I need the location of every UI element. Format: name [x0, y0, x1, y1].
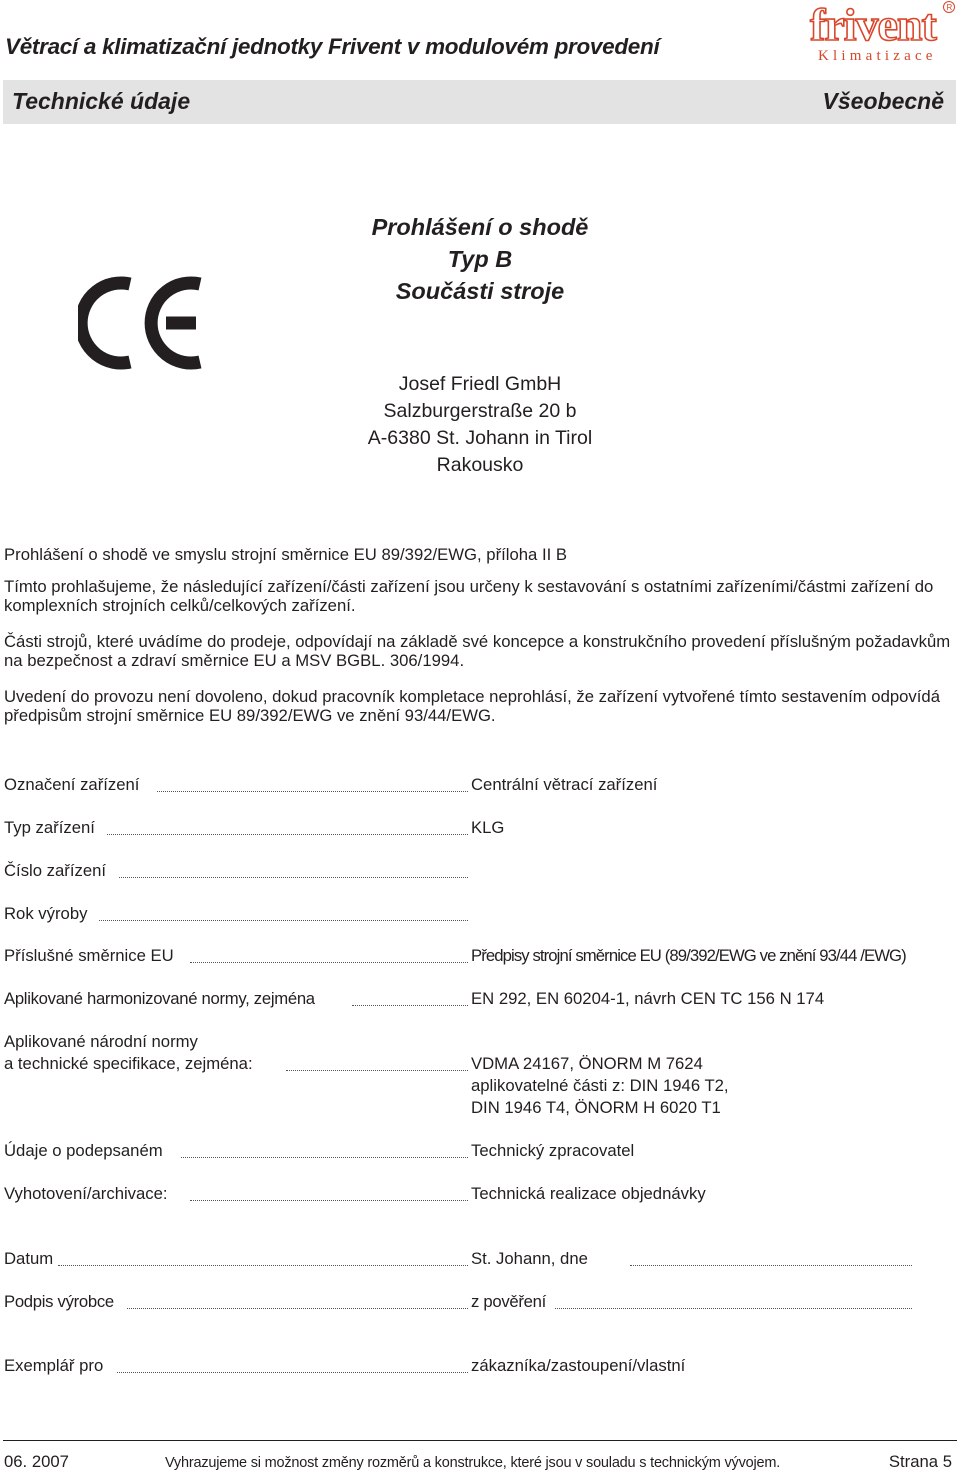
- field-value-manufacturer-signature: z pověření: [471, 1292, 546, 1311]
- paragraph-machine-parts: Části strojů, které uvádíme do prodeje, odpovídají na základě své koncepce a konstrukčního provedení příslušným požadavkům na bezpečnost a zdraví směrnice EU a MSV BGBL. 306/1994.: [4, 632, 951, 670]
- dotted-leader: [117, 1372, 468, 1373]
- field-value-archive: Technická realizace objednávky: [471, 1184, 706, 1203]
- field-label-designation: Označení zařízení: [4, 775, 140, 794]
- field-value-standards: EN 292, EN 60204-1, návrh CEN TC 156 N 174: [471, 989, 825, 1008]
- field-value-signatory: Technický zpracovatel: [471, 1141, 635, 1160]
- field-label-signatory: Údaje o podepsaném: [4, 1141, 163, 1160]
- registered-mark: R: [946, 3, 953, 12]
- dotted-leader: [352, 1005, 468, 1006]
- declaration-type: Typ B: [447, 246, 513, 272]
- field-label-type: Typ zařízení: [4, 818, 95, 837]
- footer-date: 06. 2007: [4, 1452, 69, 1471]
- paragraph-directive: Prohlášení o shodě ve smyslu strojní směrnice EU 89/392/EWG, příloha II B: [4, 545, 567, 564]
- dotted-leader: [286, 1070, 468, 1071]
- declaration-title: Prohlášení o shodě: [371, 214, 589, 240]
- field-label-directives: Příslušné směrnice EU: [4, 946, 174, 965]
- footer-divider: [3, 1440, 957, 1441]
- dotted-leader: [157, 791, 468, 792]
- dotted-leader: [181, 1157, 468, 1158]
- document-header-title: Větrací a klimatizační jednotky Frivent v modulovém provedení: [5, 34, 660, 59]
- field-label-manufacturer-signature: Podpis výrobce: [4, 1292, 114, 1311]
- logo-subtext: Klimatizace: [818, 48, 937, 64]
- declaration-subject: Součásti stroje: [395, 278, 565, 304]
- dotted-leader: [190, 1200, 468, 1201]
- company-country: Rakousko: [436, 454, 524, 476]
- footer-page-number: Strana 5: [888, 1452, 952, 1471]
- field-value-type: KLG: [471, 818, 505, 837]
- field-label-national-1: Aplikované národní normy: [4, 1032, 198, 1051]
- dotted-leader: [190, 962, 468, 963]
- field-label-copy-for: Exemplář pro: [4, 1356, 104, 1375]
- field-value-national-2: aplikovatelné části z: DIN 1946 T2,: [471, 1076, 729, 1095]
- dotted-leader: [107, 834, 468, 835]
- dotted-leader: [127, 1308, 468, 1309]
- dotted-leader: [58, 1265, 468, 1266]
- field-value-date: St. Johann, dne: [471, 1249, 588, 1268]
- field-value-copy-for: zákazníka/zastoupení/vlastní: [471, 1356, 686, 1375]
- company-name: Josef Friedl GmbH: [398, 373, 562, 395]
- section-title-right: Všeobecně: [822, 88, 944, 114]
- signature-blank-line: [555, 1308, 912, 1309]
- field-label-standards: Aplikované harmonizované normy, zejména: [4, 989, 315, 1008]
- date-blank-line: [630, 1265, 912, 1266]
- frivent-logo: [804, 0, 956, 66]
- field-label-archive: Vyhotovení/archivace:: [4, 1184, 168, 1203]
- company-street: Salzburgerstraße 20 b: [383, 400, 577, 422]
- paragraph-commissioning: Uvedení do provozu není dovoleno, dokud pracovník kompletace neprohlásí, že zařízení vytvořené tímto sestavením odpovídá předpisům strojní směrnice EU 89/392/EWG ve znění 93/44/EWG.: [4, 687, 940, 725]
- paragraph-declaration: Tímto prohlašujeme, že následující zařízení/části zařízení jsou určeny k sestavování s ostatními zařízeními/částmi zařízení do komplexních strojních celků/celkových zařízení.: [4, 577, 934, 615]
- svg-text:frivent: frivent: [810, 0, 936, 50]
- field-value-national-3: DIN 1946 T4, ÖNORM H 6020 T1: [471, 1098, 721, 1117]
- footer-note: Vyhrazujeme si možnost změny rozměrů a konstrukce, které jsou v souladu s technickým vývojem.: [165, 1455, 781, 1471]
- company-city: A-6380 St. Johann in Tirol: [367, 427, 593, 449]
- field-value-directives: Předpisy strojní směrnice EU (89/392/EWG ve znění 93/44 /EWG): [471, 946, 906, 965]
- field-label-number: Číslo zařízení: [4, 861, 107, 880]
- field-label-date: Datum: [4, 1249, 54, 1268]
- field-label-year: Rok výroby: [4, 904, 88, 923]
- dotted-leader: [99, 920, 468, 921]
- field-value-national-1: VDMA 24167, ÖNORM M 7624: [471, 1054, 703, 1073]
- section-title-left: Technické údaje: [12, 88, 191, 114]
- ce-mark-icon: [78, 274, 210, 372]
- field-value-designation: Centrální větrací zařízení: [471, 775, 658, 794]
- field-label-national-2: a technické specifikace, zejména:: [4, 1054, 253, 1073]
- dotted-leader: [119, 877, 468, 878]
